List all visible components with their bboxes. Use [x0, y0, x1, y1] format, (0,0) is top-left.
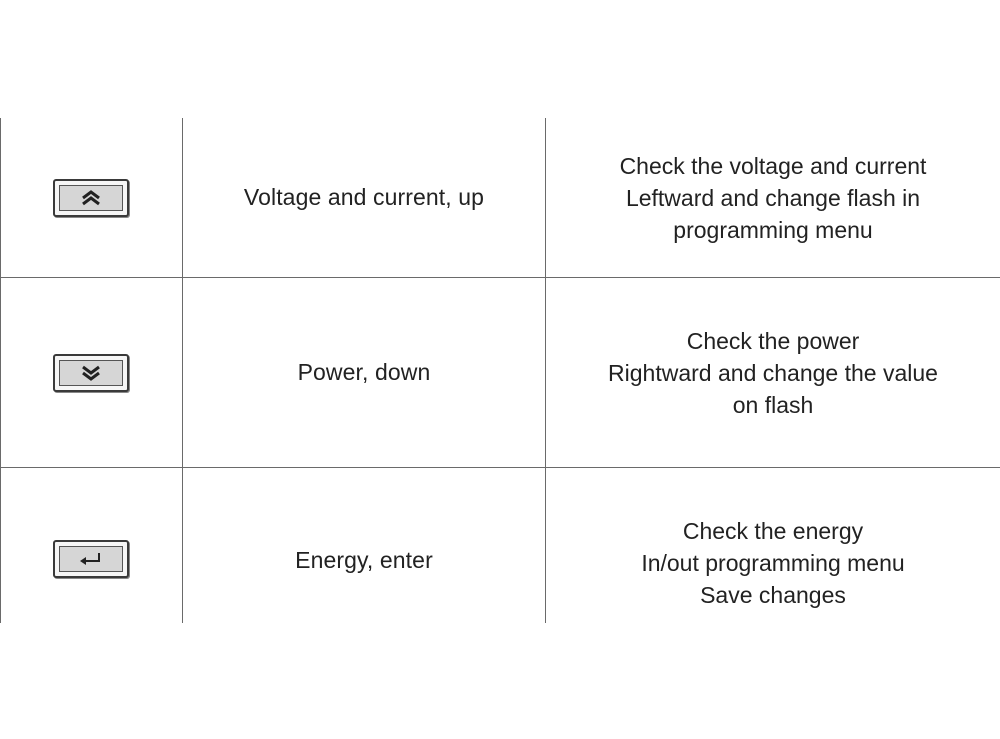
description-line: Save changes	[700, 582, 846, 608]
table-row	[0, 118, 1000, 277]
description-line: Leftward and change flash in	[625, 184, 921, 211]
double-chevron-down-icon	[79, 364, 103, 382]
function-label: Energy, enter	[295, 547, 433, 573]
key-cell	[0, 468, 182, 623]
table-row	[0, 468, 1000, 623]
key-cell	[0, 278, 182, 467]
key-cell	[0, 118, 182, 277]
description-line: In/out programming menu	[641, 550, 905, 576]
up-key-button	[53, 179, 129, 217]
description-line: on flash	[732, 391, 814, 418]
function-cell	[183, 278, 545, 467]
down-key-button	[53, 354, 129, 392]
key-function-table	[0, 118, 1000, 623]
description-line: Check the energy	[682, 518, 864, 544]
double-chevron-up-icon	[79, 189, 103, 207]
enter-arrow-icon	[77, 550, 105, 568]
description-line: programming menu	[673, 216, 873, 243]
function-cell	[183, 118, 545, 277]
table-row	[0, 278, 1000, 467]
function-label: Power, down	[297, 359, 431, 385]
enter-key-button	[53, 540, 129, 578]
function-cell	[183, 468, 545, 623]
description-cell	[546, 468, 1000, 623]
description-cell	[546, 118, 1000, 277]
description-line: Check the voltage and current	[619, 152, 927, 179]
function-label: Voltage and current, up	[243, 184, 485, 210]
description-line: Rightward and change the value	[608, 359, 938, 386]
description-cell	[546, 278, 1000, 467]
description-line: Check the power	[686, 327, 860, 354]
